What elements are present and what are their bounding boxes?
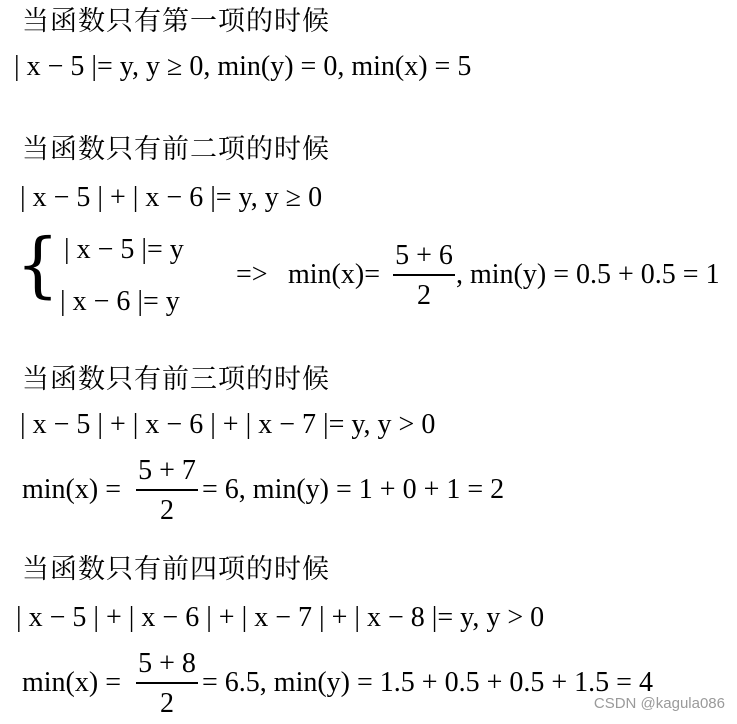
system-equation-1: | x − 5 |= y [64, 234, 184, 265]
fraction-two-terms [393, 240, 455, 312]
equation-two-terms: | x − 5 | + | x − 6 |= y, y ≥ 0 [20, 182, 323, 213]
fraction-denominator: 2 [417, 280, 431, 311]
implies-arrow: => [236, 259, 268, 290]
heading-first-term: 当函数只有第一项的时候 [22, 6, 330, 37]
equation-four-terms: | x − 5 | + | x − 6 | + | x − 7 | + | x − 8 |= y, y > 0 [16, 602, 545, 633]
heading-first-four-terms: 当函数只有前四项的时候 [22, 554, 330, 585]
fraction-numerator: 5 + 8 [138, 648, 196, 679]
fraction-numerator: 5 + 7 [138, 455, 196, 486]
fraction-denominator: 2 [160, 688, 174, 719]
result-three-terms: = 6, min(y) = 1 + 0 + 1 = 2 [202, 474, 505, 505]
heading-first-two-terms: 当函数只有前二项的时候 [22, 134, 330, 165]
system-brace: { [16, 224, 60, 307]
minx-prefix-three: min(x) = [22, 474, 121, 505]
system-equation-2: | x − 6 |= y [60, 286, 180, 317]
fraction-denominator: 2 [160, 495, 174, 526]
heading-first-three-terms: 当函数只有前三项的时候 [22, 364, 330, 395]
miny-two-terms: , min(y) = 0.5 + 0.5 = 1 [456, 259, 720, 290]
result-four-terms: = 6.5, min(y) = 1.5 + 0.5 + 0.5 + 1.5 = 4 [202, 667, 653, 698]
fraction-bar [393, 274, 455, 276]
fraction-bar [136, 682, 198, 684]
fraction-numerator: 5 + 6 [395, 240, 453, 271]
fraction-three-terms [136, 455, 198, 527]
equation-first-term: | x − 5 |= y, y ≥ 0, min(y) = 0, min(x) = 5 [14, 51, 472, 82]
minx-prefix-four: min(x) = [22, 667, 121, 698]
fraction-four-terms [136, 648, 198, 720]
csdn-watermark: CSDN @kagula086 [593, 695, 725, 712]
equation-three-terms: | x − 5 | + | x − 6 | + | x − 7 |= y, y > 0 [20, 409, 436, 440]
fraction-bar [136, 489, 198, 491]
minx-prefix-two: min(x)= [288, 259, 380, 290]
